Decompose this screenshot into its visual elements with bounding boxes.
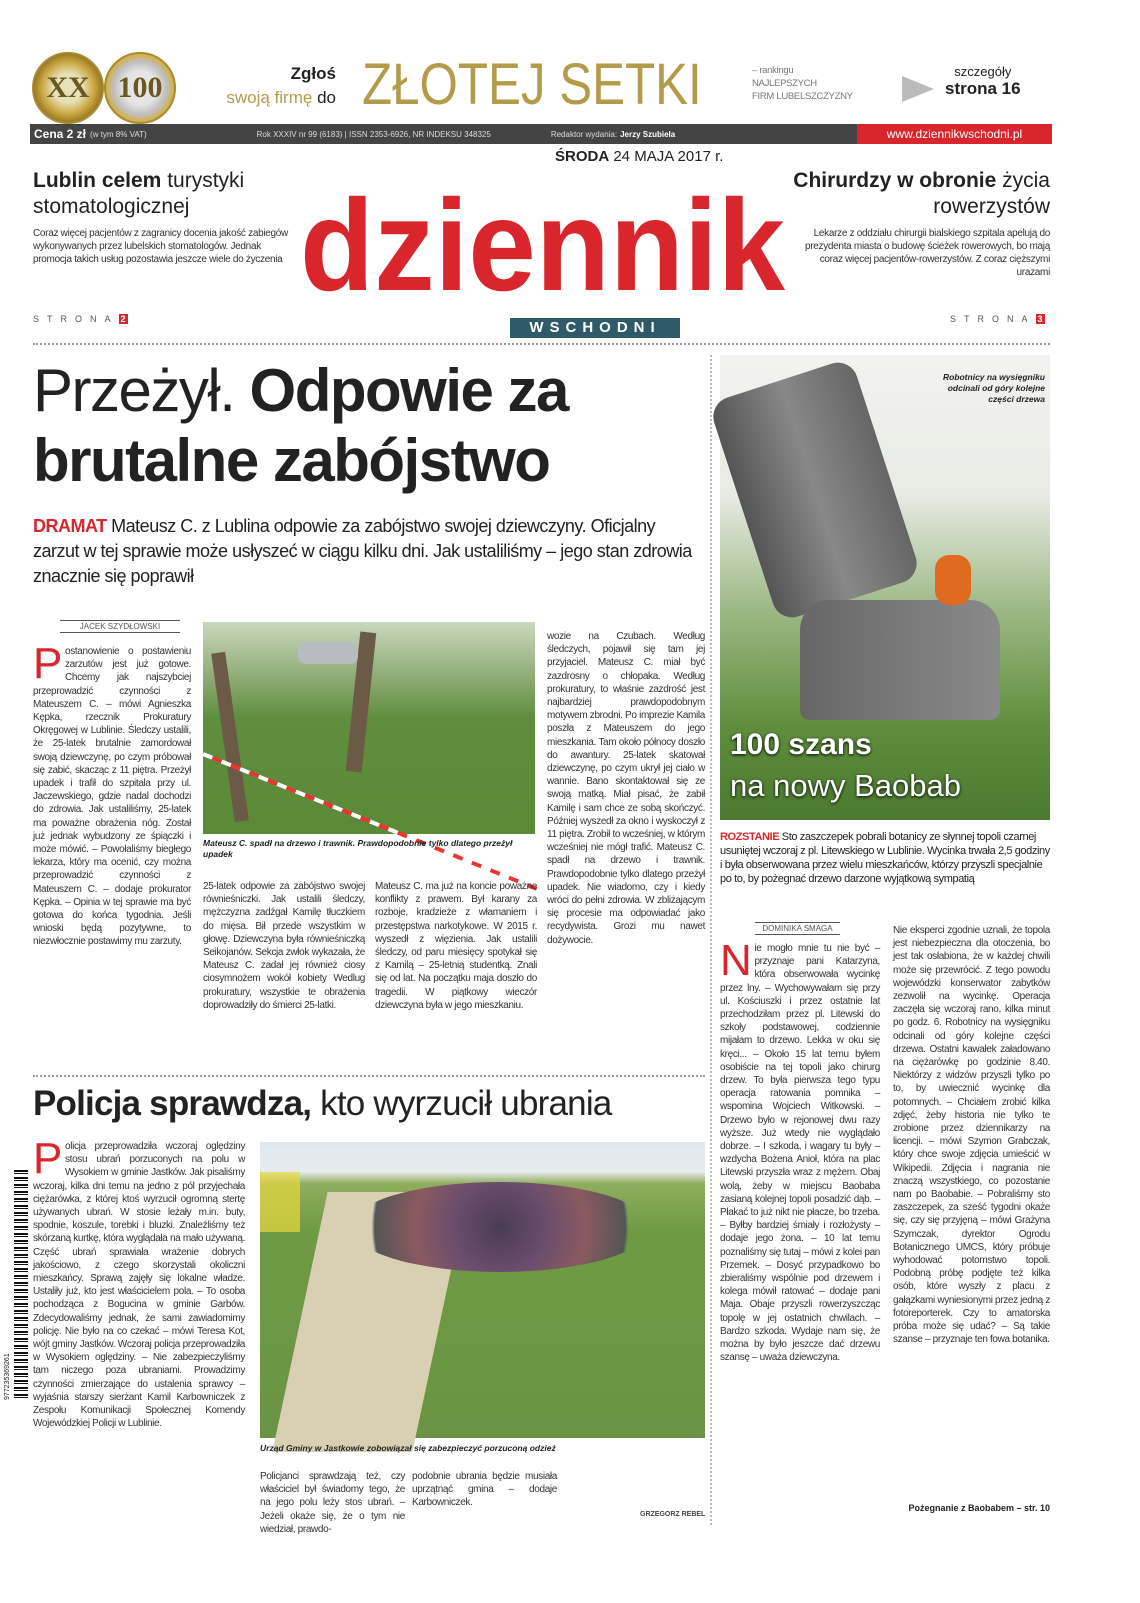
banner-zglos: Zgłoś: [290, 64, 336, 83]
lead-text: Sto zaszczepek pobrali botanicy ze słynnej topoli czarnej usuniętej wczoraj z pl. Litewskiego w Lublinie. Wycinka trwała 2,5 godziny i była obserwowana przez wielu mieszkańców, którzy przyszli specjalnie po to, by pożegnać drzewo darzone wyjątkową sympatią: [720, 831, 1050, 885]
masthead-sub: WSCHODNI: [510, 318, 680, 338]
barcode: [14, 1170, 28, 1400]
col-text: ostanowienie o postawieniu zarzutów jest już gotowe. Chcemy jak najszybciej przeprowadzić czynności z Mateuszem C. – mówi Agnieszka Kępka, rzecznik Prokuratury Okręgowej w Lublinie. Śledczy ustalili, że 25-latek brutalnie zamordował swoją dziewczynę, po czym próbował się zabić, skacząc z 11 piętra. Przeżył upadek i trafił do szpitala przy ul. Jaczewskiego, gdzie nadal dochodzi do zdrowia. Jak ustaliliśmy, 25-latek ma poważne obrażenia nóg. Został już jednak wybudzony ze śpiączki i może mówić. – Powołaliśmy biegłego lekarza, który ma ocenić, czy można przeprowadzić czynności z Mateuszem C. – dodaje prokurator Kępka. – Opinia w tej sprawie ma być gotowa do końca tygodnia. Jeśli wnioski będą pozytywne, to niezwłocznie postawimy mu zarzuty.: [33, 646, 191, 948]
banner-details[interactable]: [945, 64, 1021, 99]
divider: [33, 1075, 705, 1077]
main-photo-caption: Mateusz C. spadł na drzewo i trawnik. Prawdopodobnie tylko dlatego przeżył upadek: [203, 838, 513, 859]
main-col-4: wozie na Czubach. Według śledczych, pojawił się tam jej przyjaciel. Mateusz C. miał być zazdrosny o chłopaka. Według prokuratury, to właśnie zazdrość jest najbardziej prawdopodobnym motywem zbrodni. Po imprezie Kamila poszła z Mateuszem do jego mieszkania. Tam około północy doszło do awantury. 25-latek skatował dziewczynę, po czym ukrył jej ciało w wannie. Bano skontaktował się ze swoją matką. Miał pisać, że zabił Kamilę i sam chce ze sobą skończyć. Później wyszedł za okno i wyskoczył z 11 piętra. Zrobił to wcześniej, w którym wcześniej nie mógł trafić. Mateusz C. spadł na drzewo i trawnik. Prawdopodobnie tylko dlatego przeżył upadek. Nie wiadomo, czy i kiedy wróci do pełni zdrowia. W zbliżającym się procesie ma odpowiadać jako recydywista. Grozi mu nawet dożywocie.: [547, 631, 705, 946]
second-headline: [33, 1083, 611, 1125]
side-col-1: [720, 936, 880, 1522]
main-col-3: Mateusz C. ma już na koncie poważne konflikty z prawem. Był karany za rozboje, kradzieże z włamaniem i przestępstwa narkotykowe. W 2015 r. wyszedł z więzienia. Jak ustalili śledczy, od paru miesięcy spotykał się z Kamilą – 25-letnią studentką. Znali się od lat. Na początku maja doszło do tragedii. W piątkowy wieczór dziewczyna była w jego mieszkaniu.: [375, 881, 537, 1011]
side-lead: [720, 830, 1050, 886]
second-col-1: [33, 1134, 245, 1525]
coin-label: 100: [117, 71, 163, 104]
masthead-logo: [300, 168, 785, 318]
teaser-left-page[interactable]: [33, 314, 128, 324]
strona-number: 2: [120, 314, 126, 324]
teaser-right-rest: życia rowerzystów: [933, 169, 1050, 218]
teaser-right-page[interactable]: [950, 314, 1045, 324]
vat-note: (w tym 8% VAT): [90, 129, 147, 139]
divider: [33, 343, 1050, 345]
teaser-left-bold: Lublin celem: [33, 169, 162, 192]
tree-trunk: [211, 652, 249, 822]
side-col-2: Nie eksperci zgodnie uznali, że topola jest niebezpieczna dla otoczenia, bo jest tak osłabiona, że w każdej chwili może się przewrócić. Z tego powodu wojewódzki konserwator zabytków zezwolił na wycinkę. Operacja zaczęła się wczoraj rano, kilka minut po godz. 6. Robotnicy na wysięgniku odcinali od góry kolejne części drzewa. Ostatni kawałek załadowano na ciężarówkę po godzinie 8.40. Niektórzy z widzów przyszli tylko po to, by uwiecznić wycinkę dla potomnych. – Chciałem zrobić kilka zdjęć, żeby historia nie tylko te zrobione przez dziennikarzy na licencji. – mówi Szymon Grabczak, który chce swoje zdjęcia umieścić w Wikipedii. Zdjęcia i nagrania nie znaczą wszystkiego, co pozostanie nam po Baobabie. – Pobraliśmy sto zaszczepek, za sześć tygodni okaże się, czy się przyjęną – mówi Grażyna Szymczak, dyrektor Ogrodu Botanicznego UMCS, który próbuje wyhodować potomstwo topoli. Podobną próbę podjęte też kilka osób, które wyszły z placu z gałązkami wyniesionymi przez jedną z fotoreporterek. Czy to amatorska próba może się udać? – Są takie szanse – przyznaje ten fowa botanika.: [893, 925, 1050, 1346]
main-headline: [33, 356, 713, 496]
teaser-right-text: Lekarze z oddziału chirurgii bialskiego szpitala apelują do prezydenta miasta o budowę ścieżek rowerowych, bo mają coraz więcej pacjentów-rowerzystów. Z coraz cięższymi urazami: [804, 228, 1050, 278]
side-byline: DOMINIKA SMAGA: [755, 922, 840, 935]
headline-rest: kto wyrzucił ubrania: [320, 1084, 612, 1123]
worker: [935, 555, 971, 605]
clothes-pile: [350, 1182, 650, 1272]
strona-label: STRONA: [33, 314, 119, 324]
drop-cap: P: [33, 639, 62, 688]
side-overlay-bold: 100 szans: [730, 728, 872, 761]
tree-log: [708, 357, 922, 622]
second-col-2: Policjanci sprawdzają też, czy właściciel był świadomy tego, że na jego polu leży stos ubrań. – Jeżeli okaże się, że o tym nie wiedział, prawdo-: [260, 1471, 405, 1535]
drop-cap: N: [720, 936, 752, 985]
banner-call: [200, 62, 336, 110]
photo-credit: GRZEGORZ REBEL: [640, 1511, 706, 1518]
banner-sub3: FIRM LUBELSZCZYZNY: [752, 91, 853, 102]
editor-label: Redaktor wydania:: [550, 129, 618, 139]
anniversary-coin-100: [104, 52, 176, 124]
teaser-left-text: Coraz więcej pacjentów z zagranicy docenia jakość zabiegów wykonywanych przez lubelskich stomatologów. Jednak promocja takich usług pozostawia jeszcze wiele do życzenia: [33, 228, 288, 265]
byline: JACEK SZYDŁOWSKI: [60, 620, 180, 633]
issue-day: ŚRODA: [555, 148, 610, 165]
teaser-left-rest: turystyki stomatologicznej: [33, 169, 245, 218]
banner-details-page: strona 16: [945, 79, 1021, 98]
side-photo: [720, 355, 1050, 820]
car: [298, 642, 358, 664]
issue-info: Rok XXXIV nr 99 (6183) | ISSN 2353-6926, NR INDEKSU 348325: [256, 129, 491, 139]
police-tape: [202, 752, 537, 891]
second-col-3: podobnie ubrania będzie musiała uprzątnąć gmina – dodaje Karbowniczek.: [412, 1471, 557, 1509]
side-photo-caption: Robotnicy na wysięgniku odcinali od góry kolejne części drzewa: [942, 372, 1045, 404]
banner-details-label: szczegóły: [954, 64, 1012, 79]
strona-number: 3: [1037, 314, 1043, 324]
side-overlay-light: na nowy Baobab: [730, 768, 961, 803]
clothes-photo: [260, 1142, 705, 1438]
issue-date: [555, 148, 723, 166]
info-bar: [30, 124, 1052, 144]
teaser-right[interactable]: [792, 168, 1050, 279]
rapeseed-field: [260, 1172, 300, 1232]
teaser-left[interactable]: [33, 168, 291, 266]
column-divider: [710, 355, 712, 1525]
continued-link[interactable]: Pożegnanie z Baobabem – str. 10: [908, 1503, 1050, 1513]
banner-title: ZŁOTEJ SETKI: [362, 52, 702, 117]
headline-bold: Odpowie za brutalne zabójstwo: [33, 357, 568, 494]
issue-date-text: 24 MAJA 2017 r.: [613, 148, 724, 165]
strona-label: STRONA: [950, 314, 1036, 324]
lead-text: Mateusz C. z Lublina odpowie za zabójstwo swojej dziewczyny. Oficjalny zarzut w tej sprawie może usłyszeć w ciągu kilku dni. Jak ustaliliśmy – jego stan zdrowia znacznie się poprawił: [33, 516, 692, 586]
clothes-photo-caption: Urząd Gminy w Jastkowie zobowiązał się zabezpieczyć porzuconą odzież: [260, 1443, 556, 1453]
price: Cena 2 zł: [34, 127, 87, 141]
website-link[interactable]: www.dziennikwschodni.pl: [857, 124, 1052, 144]
banner-ranking: [752, 64, 853, 103]
anniversary-coin-xx: [32, 52, 104, 124]
main-lead: [33, 514, 703, 589]
tree-stump: [800, 600, 1000, 720]
banner-swoja: swoją firmę: [226, 88, 313, 107]
main-col-2: 25-latek odpowie za zabójstwo swojej równieśniczki. Jak ustalili śledczy, mężczyzna zadźgał Kamilę tłuczkiem do mięsa. Bił przede wszystkim w głowę. Dziewczyna była równieśniczką Seikojanów. Sekcja zwłok wykazała, że Mateusz C. zadał jej również ciosy ciosymnożem wokół kobiety Wedlug prokuratury, wszystkie te obrażenia doprowadziły do śmierci 25-latki.: [203, 881, 365, 1011]
lead-tag: ROZSTANIE: [720, 831, 780, 843]
main-col-1: [33, 639, 191, 1067]
coin-label: XX: [46, 71, 90, 104]
headline-light: Przeżył.: [33, 357, 235, 424]
main-photo: [203, 622, 535, 834]
headline-bold: Policja sprawdza,: [33, 1084, 312, 1123]
col-text: olicja przeprowadziła wczoraj oględziny stosu ubrań porzuconych na polu w Wysokiem w gminie Jastków. Jak pisaliśmy wczoraj, kilka dni temu na jedno z pól przyjechała ciężarówka, z której ktoś wyrzucił ogromną stertę używanych ubrań. W stosie leżały m.in. buty, spodnie, koszule, torebki i bluzki. Znaleźliśmy też skórzaną kurtkę, która wyglądała na mało używaną. Część ubrań sprawiała wrażenie dobrych jakościowo, z czego skorzystali okoliczni mieszkańcy. Sprawą zajęły się lokalne władze. Ustaliły już, kto jest właścicielem pola. – To osoba pochodząca z Bogucina w gminie Garbów. Zdecydowaliśmy jednak, że sami zawiadomimy policję. Nie było na co czekać – mówi Teresa Kot, wójt gminy Jastków. Wczoraj policja przeprowadziła w Wysokiem oględziny. – Nie zabezpieczyliśmy tam niczego poza ubraniami. Prowadzimy czynności zmierzające do ustalenia sprawcy – wyjaśnia starszy sierżant Kamil Karbowniczek z Zespołu Komunikacji Społecznej Komendy Wojewódzkiej Policji w Lublinie.: [33, 1141, 245, 1430]
drop-cap: P: [33, 1134, 62, 1183]
col-text: ie mogło mnie tu nie być – przyznaje pani Katarzyna, która obserwowała wycinkę przez lny. – Wychowywałam się przy ul. Kościuszki i przez ostatnie lat przechodziłam przez pl. Litewski do szkoły podstawowej, codziennie mijałam to drzewo. Lekka w oku się kręci... – Około 15 lat temu byłem osobiście na tej topoli jako chirurg drzew. To była pierwsza tego typu operacja ratowania pomnika – wspomina Wojciech Witkowski. – Drzewo było w rejonowej dwu razy wyższe. Już wtedy nie wyglądało dobrze. – I szkoda, i wagary tu były – wzdycha Bożena Anioł, która na plac Litewski przyszła wraz z mężem. Obaj wolą, żeby w miejscu Baobaba zasianą kolejnej topoli posadzić dąb. – Płakać to już nikt nie płacze, bo trzeba. – Byłby bardziej śmiały i rozłożysty – dodaje jego żona. – 10 lat temu poznaliśmy się tutaj – mówi z kolei pan Przemek. – Dosyć przypadkowo bo zbieraliśmy wspólnie pod drzewem i kolega mówił ratować – dodaje pani Maja. Obaje przyszli rowerzyszcząc topolę w jej ostatnich chwilach. – Bardzo szkoda. Wydaje nam się, że można by było jeszcze dać drzewu szansę – uważa dziewczyna.: [720, 943, 880, 1364]
banner-do: do: [317, 88, 336, 107]
banner-sub1: – rankingu: [752, 65, 794, 76]
editor-name: Jerzy Szubiela: [620, 129, 676, 139]
arrow-right-icon: [902, 76, 934, 102]
lead-tag: DRAMAT: [33, 516, 107, 536]
banner-sub2: NAJLEPSZYCH: [752, 78, 817, 89]
barcode-number: 977235369261: [4, 1353, 11, 1400]
teaser-right-bold: Chirurdzy w obronie: [793, 169, 997, 192]
masthead-logo-text: dziennik: [300, 172, 786, 318]
